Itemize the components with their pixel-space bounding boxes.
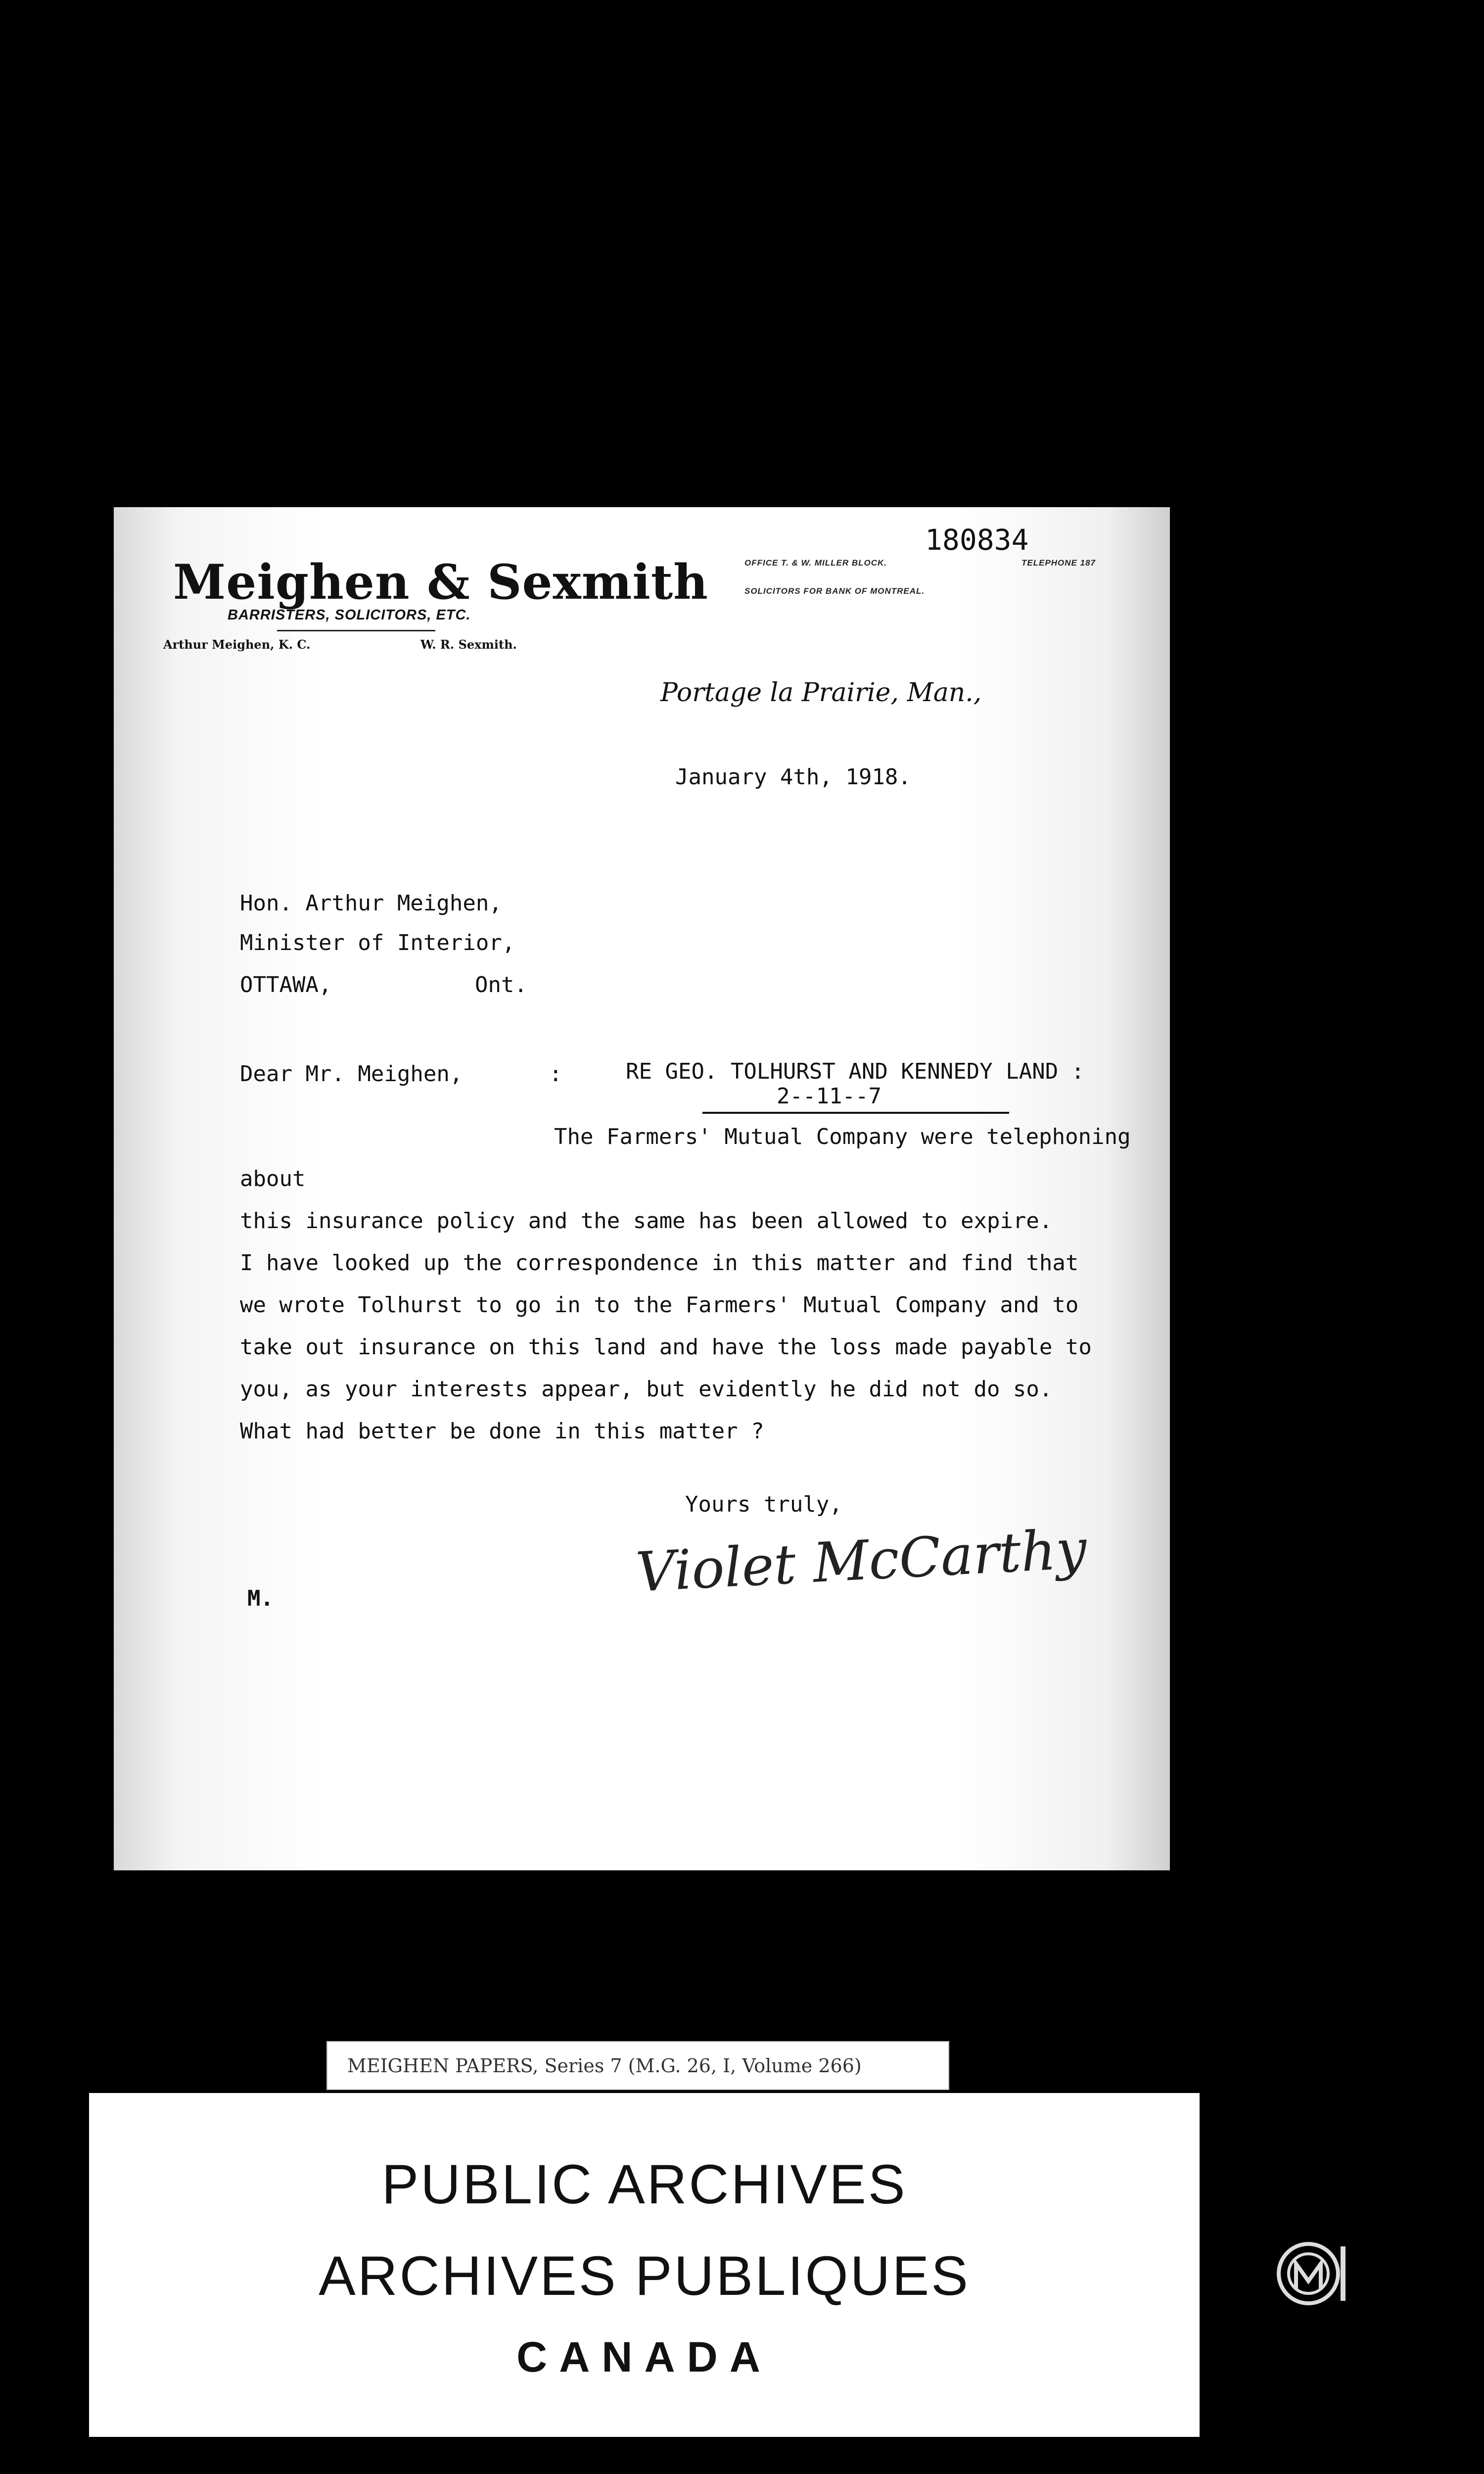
letter-body [240,1116,1150,1452]
body-line: we wrote Tolhurst to go in to the Farmers' Mutual Company and to [240,1292,1079,1318]
closing: Yours truly, [685,1492,842,1517]
recipient-province: Ont. [475,972,527,998]
archives-card [89,2093,1200,2437]
partner-left: Arthur Meighen, K. C. [163,637,311,652]
body-line: take out insurance on this land and have the loss made payable to [240,1334,1092,1360]
microfilm-logo-icon [1274,2227,1348,2321]
letter-date: January 4th, 1918. [675,764,911,790]
body-line: The Farmers' Mutual Company were telephoning about [240,1124,1131,1191]
body-line: What had better be done in this matter ? [240,1419,764,1444]
archives-title-fr: ARCHIVES PUBLIQUES [319,2245,970,2307]
signature: Violet McCarthy [634,1517,1088,1604]
partner-right: W. R. Sexmith. [420,637,517,652]
subject-reference: 2--11--7 [777,1084,881,1109]
office-address: OFFICE T. & W. MILLER BLOCK. [744,558,887,568]
subject-underline [702,1112,1009,1114]
letterhead-rule [277,630,435,631]
document-number: 180834 [925,523,1029,557]
letter-place: Portage la Prairie, Man., [660,678,982,708]
body-line: this insurance policy and the same has been allowed to expire. [240,1208,1053,1234]
solicitors-note: SOLICITORS FOR BANK OF MONTREAL. [744,586,925,596]
firm-subtitle: BARRISTERS, SOLICITORS, ETC. [228,607,471,623]
recipient-line-2: Minister of Interior, [240,930,515,955]
salutation-colon: : [549,1061,562,1087]
body-line: you, as your interests appear, but evidently he did not do so. [240,1377,1053,1402]
microfilm-label-text: MEIGHEN PAPERS, Series 7 (M.G. 26, I, Volume 266) [347,2055,862,2077]
recipient-line-1: Hon. Arthur Meighen, [240,891,502,916]
firm-name: Meighen & Sexmith [173,554,708,610]
archives-country: CANADA [516,2333,772,2381]
letter-page [114,507,1170,1870]
telephone: TELEPHONE 187 [1021,558,1096,568]
typist-initial: M. [247,1586,274,1611]
archives-title-en: PUBLIC ARCHIVES [381,2153,907,2215]
recipient-city: OTTAWA, [240,972,332,998]
subject-line: RE GEO. TOLHURST AND KENNEDY LAND : [626,1059,1085,1084]
body-line: I have looked up the correspondence in this matter and find that [240,1250,1079,1276]
microfilm-label [326,2041,949,2090]
salutation: Dear Mr. Meighen, [240,1061,463,1087]
